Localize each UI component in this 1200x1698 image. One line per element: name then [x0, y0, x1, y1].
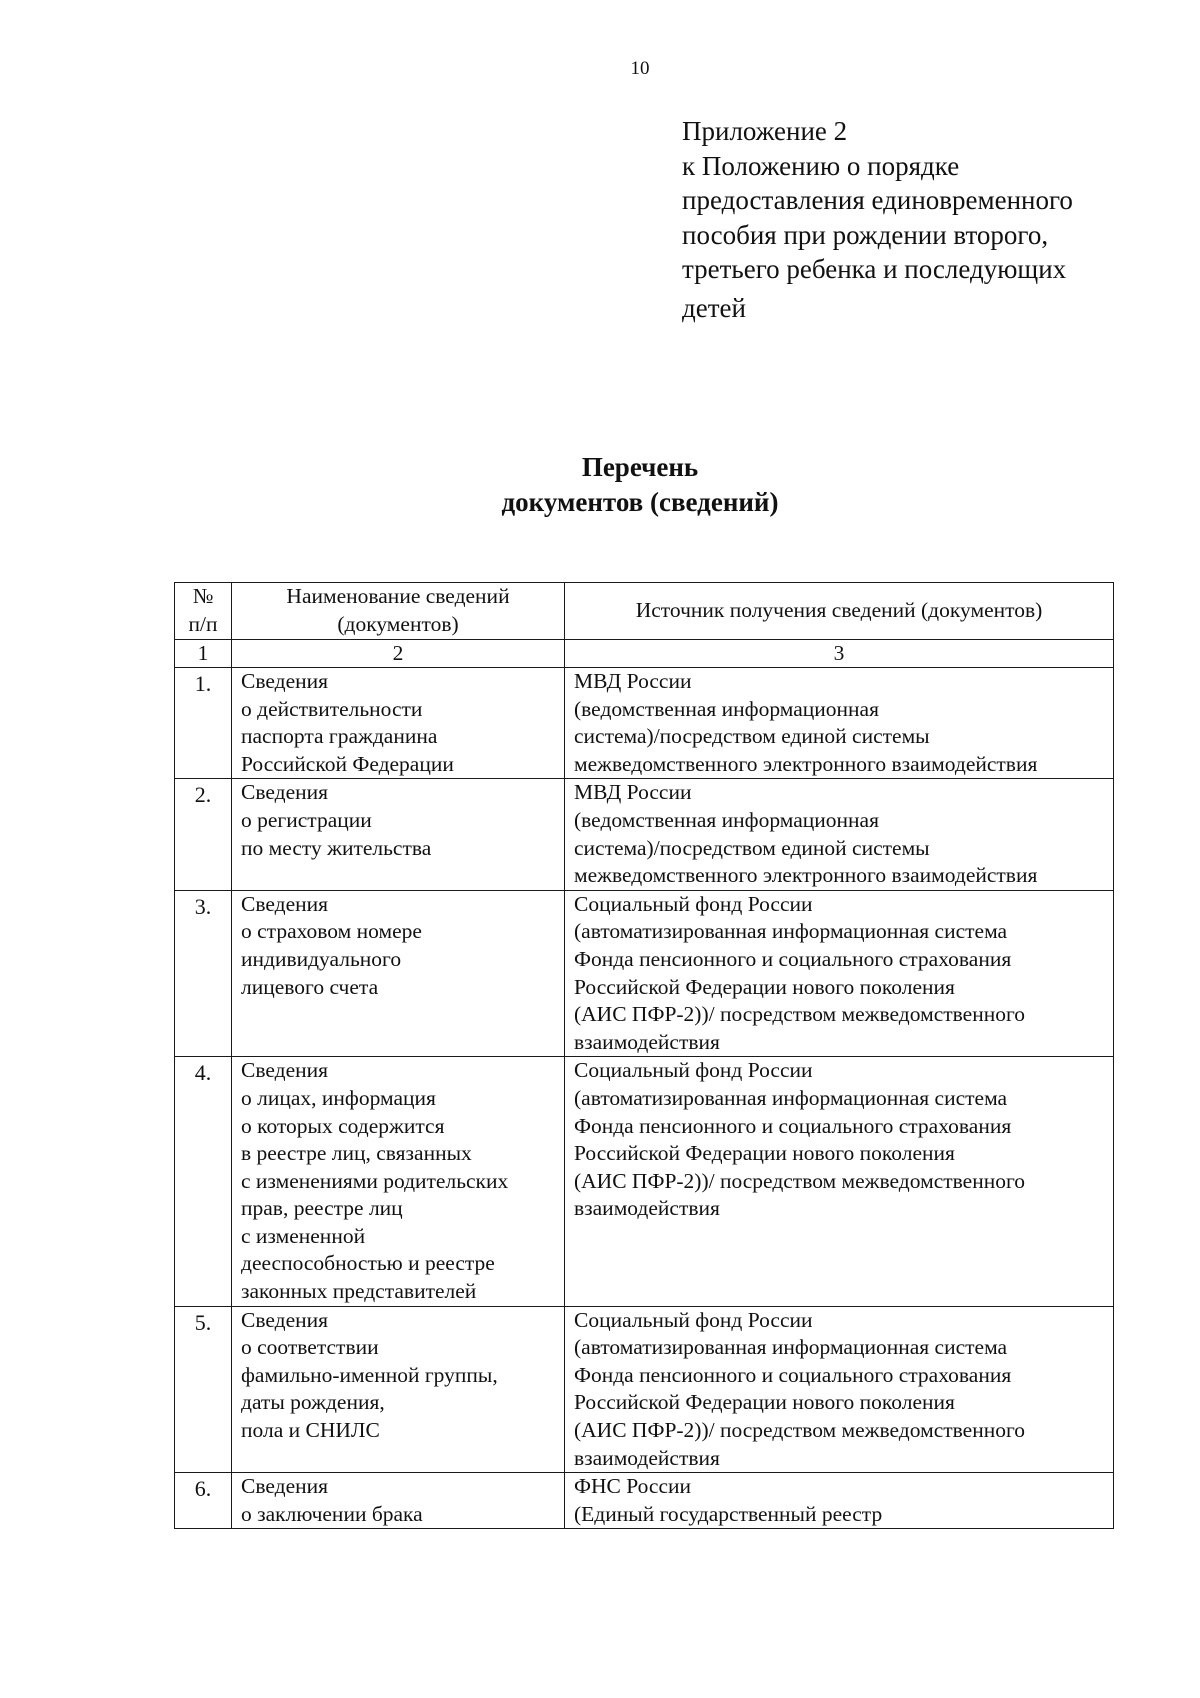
header-name-line: Наименование сведений [286, 584, 510, 609]
row-source-line: МВД России [574, 780, 692, 805]
header-source [565, 583, 1114, 640]
header-name-line: (документов) [337, 612, 459, 636]
table-row [175, 779, 1114, 890]
annex-line: Приложение 2 [682, 116, 848, 146]
row-source-line: (автоматизированная информационная система [574, 1335, 1008, 1360]
table-row [175, 890, 1114, 1057]
row-name-line: прав, реестре лиц [241, 1196, 403, 1221]
page-number: 10 [630, 58, 650, 79]
row-source-line: взаимодействия [574, 1029, 720, 1054]
row-name-line: о страховом номере [241, 919, 422, 944]
row-source-line: взаимодействия [574, 1445, 720, 1470]
annex-line: детей [682, 292, 746, 323]
header-number-line: № [192, 584, 214, 609]
row-source-line: система)/посредством единой системы [574, 724, 930, 749]
row-name-line: о соответствии [241, 1335, 379, 1360]
row-name-line: в реестре лиц, связанных [241, 1141, 472, 1166]
annex-line: пособия при рождении второго, [682, 219, 1049, 250]
row-name-line: о регистрации [241, 807, 372, 832]
header-source-line: Источник получения сведений (документов) [635, 598, 1043, 623]
table-row [175, 1473, 1114, 1529]
row-name [232, 1057, 565, 1306]
row-number: 1. [175, 668, 232, 779]
row-number: 6. [175, 1473, 232, 1529]
row-number: 4. [175, 1057, 232, 1306]
row-source-line: Социальный фонд России [574, 1307, 813, 1332]
row-name-line: Сведения [241, 1307, 329, 1332]
row-source-line: Российской Федерации нового поколения [574, 1390, 955, 1415]
document-title-line: документов (сведений) [501, 487, 779, 517]
document-title [0, 450, 1200, 520]
annex-block [682, 114, 1142, 326]
documents-table [174, 582, 1114, 1529]
row-source-line: МВД России [574, 669, 692, 693]
row-name [232, 779, 565, 890]
row-source-line: Фонда пенсионного и социального страхования [574, 1113, 1012, 1138]
row-name-line: индивидуального [241, 946, 402, 971]
row-source-line: (АИС ПФР-2))/ посредством межведомственного [574, 1418, 1025, 1443]
header-name [232, 583, 565, 640]
row-source-line: Фонда пенсионного и социального страхования [574, 1362, 1012, 1387]
column-number-row [175, 640, 1114, 668]
row-name-line: Сведения [241, 1058, 329, 1083]
row-name-line: Сведения [241, 1474, 329, 1499]
row-source-line: ФНС России [574, 1474, 692, 1499]
row-source-line: Социальный фонд России [574, 891, 813, 916]
row-source-line: (АИС ПФР-2))/ посредством межведомственного [574, 1168, 1025, 1193]
header-number-line: п/п [188, 612, 218, 636]
row-name-line: Сведения [241, 780, 329, 805]
row-source-line: Фонда пенсионного и социального страхования [574, 946, 1012, 971]
row-source [565, 890, 1114, 1057]
row-source-line: Социальный фонд России [574, 1058, 813, 1083]
row-source [565, 779, 1114, 890]
row-source-line: система)/посредством единой системы [574, 835, 930, 860]
column-number: 3 [565, 640, 1114, 668]
row-source-line: (АИС ПФР-2))/ посредством межведомственного [574, 1002, 1025, 1027]
row-source [565, 1057, 1114, 1306]
row-name-line: законных представителей [241, 1279, 477, 1304]
row-name-line: Сведения [241, 891, 329, 916]
table-header-row [175, 583, 1114, 640]
annex-line: предоставления единовременного [682, 185, 1073, 216]
row-name-line: о заключении брака [241, 1501, 423, 1526]
row-name-line: с измененной [241, 1223, 366, 1248]
column-number: 1 [175, 640, 232, 668]
row-source [565, 668, 1114, 779]
row-number: 3. [175, 890, 232, 1057]
row-name-line: о которых содержится [241, 1113, 445, 1138]
row-name-line: по месту жительства [241, 835, 432, 860]
annex-line: к Положению о порядке [682, 150, 960, 181]
row-source-line: (ведомственная информационная [574, 696, 879, 721]
row-number: 2. [175, 779, 232, 890]
row-name-line: дееспособностью и реестре [241, 1251, 495, 1276]
row-name-line: пола и СНИЛС [241, 1418, 380, 1443]
header-number [175, 583, 232, 640]
row-source-line: (Единый государственный реестр [574, 1501, 883, 1526]
row-name-line: фамильно-именной группы, [241, 1362, 498, 1387]
table-row [175, 1306, 1114, 1473]
row-name-line: Российской Федерации [241, 751, 454, 776]
row-name [232, 890, 565, 1057]
row-source-line: взаимодействия [574, 1196, 720, 1221]
column-number: 2 [232, 640, 565, 668]
row-source-line: (ведомственная информационная [574, 807, 879, 832]
table-row [175, 1057, 1114, 1306]
row-name-line: паспорта гражданина [241, 724, 438, 749]
table-row [175, 668, 1114, 779]
row-source-line: межведомственного электронного взаимодействия [574, 751, 1038, 776]
row-number: 5. [175, 1306, 232, 1473]
row-name [232, 668, 565, 779]
row-name-line: с изменениями родительских [241, 1168, 509, 1193]
row-name-line: Сведения [241, 669, 329, 693]
annex-line: третьего ребенка и последующих [682, 254, 1067, 285]
row-name-line: о действительности [241, 696, 423, 721]
row-name [232, 1473, 565, 1529]
row-name-line: лицевого счета [241, 974, 379, 999]
row-source [565, 1306, 1114, 1473]
row-name-line: даты рождения, [241, 1390, 385, 1415]
row-source-line: Российской Федерации нового поколения [574, 1141, 955, 1166]
row-source [565, 1473, 1114, 1529]
document-title-line: Перечень [581, 452, 699, 482]
row-source-line: межведомственного электронного взаимодействия [574, 863, 1038, 888]
row-name [232, 1306, 565, 1473]
row-name-line: о лицах, информация [241, 1085, 436, 1110]
row-source-line: (автоматизированная информационная система [574, 1085, 1008, 1110]
row-source-line: (автоматизированная информационная система [574, 919, 1008, 944]
row-source-line: Российской Федерации нового поколения [574, 974, 955, 999]
